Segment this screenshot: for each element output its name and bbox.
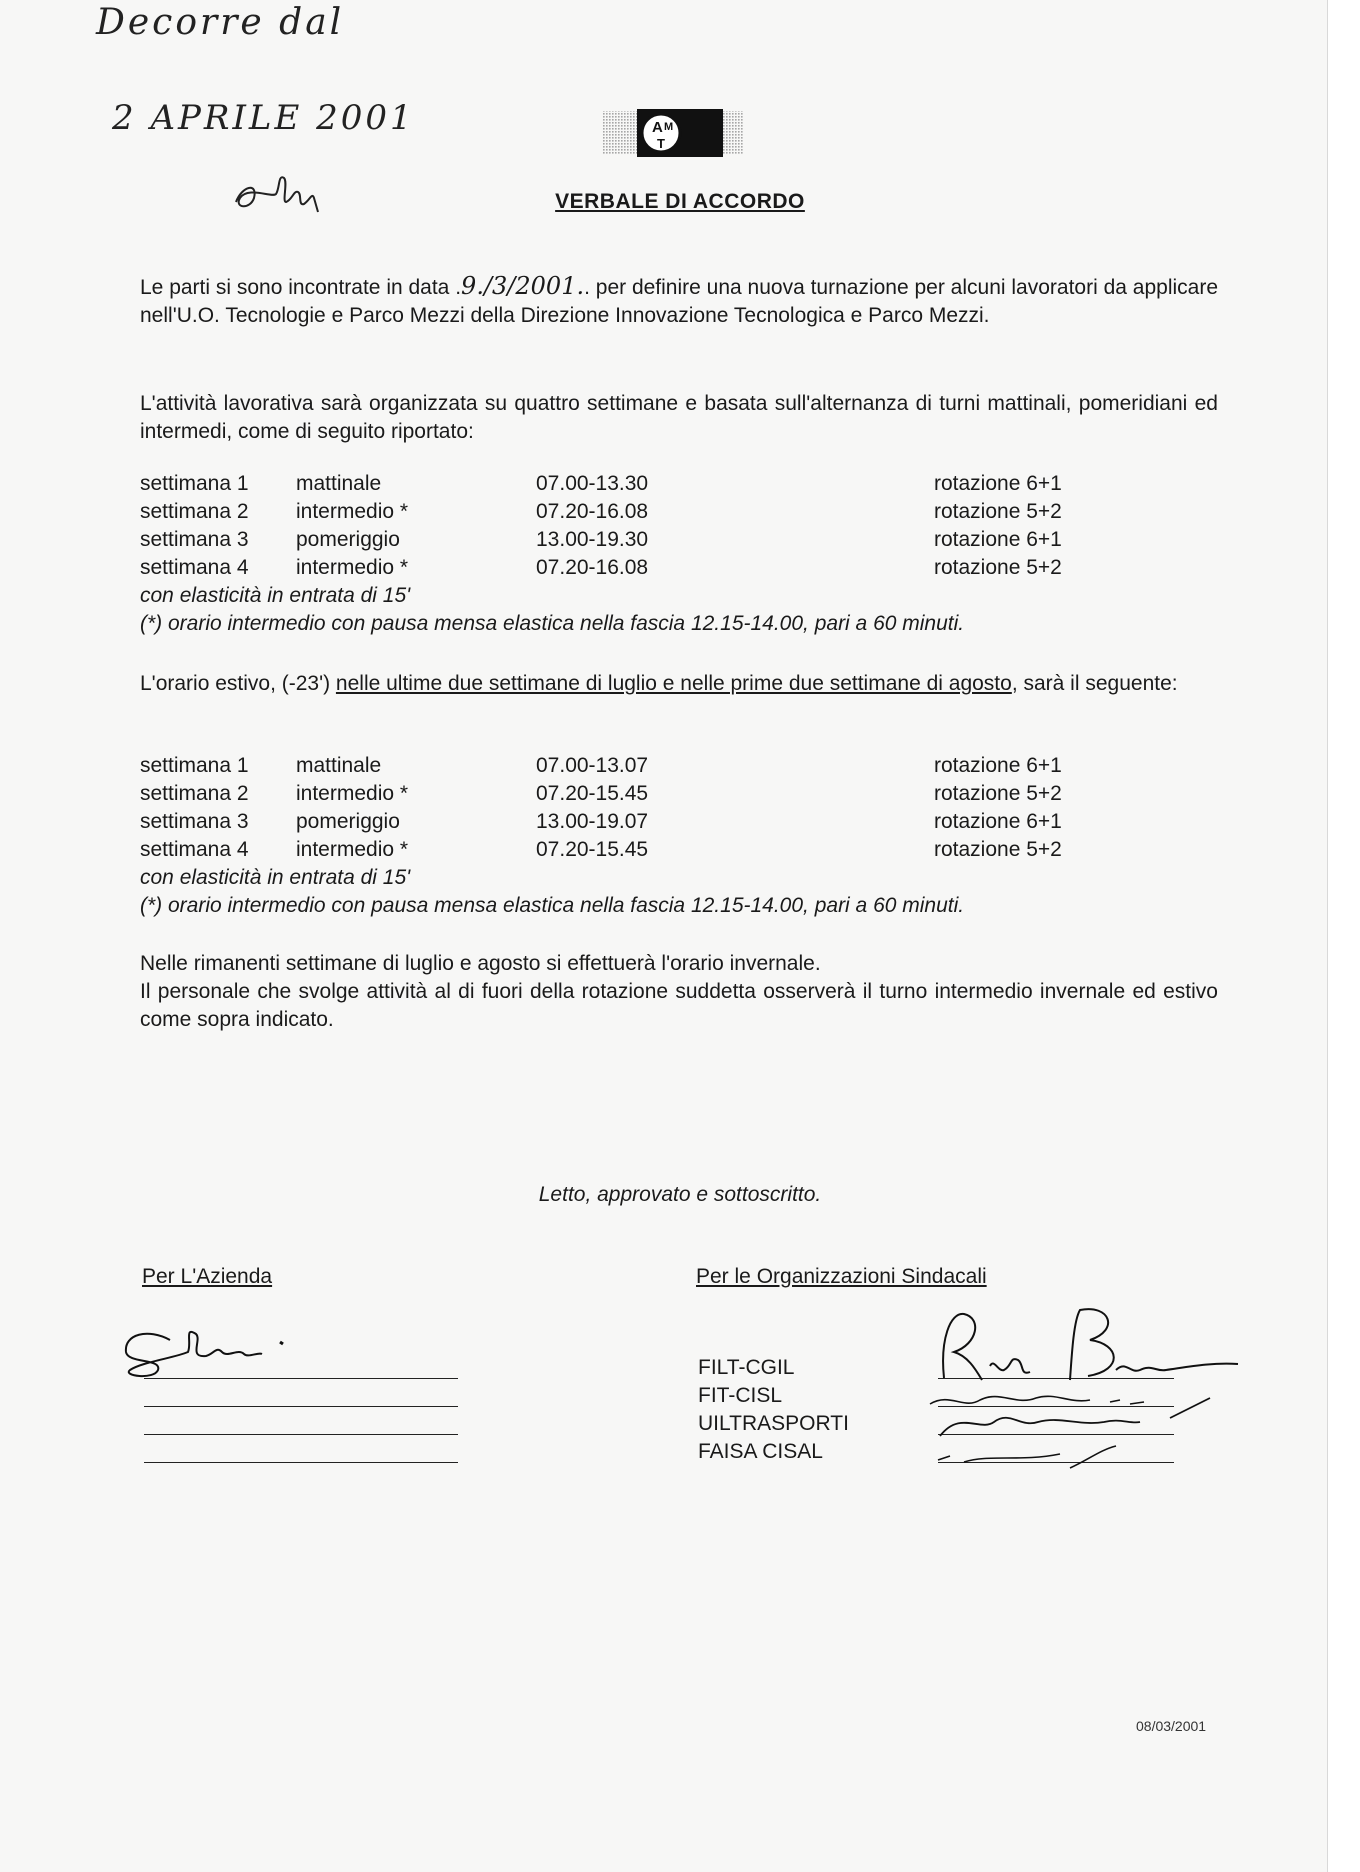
intro-paragraph bbox=[140, 272, 1218, 330]
company-signature-line bbox=[144, 1462, 458, 1463]
week-cell: settimana 1 bbox=[140, 754, 249, 777]
shift-cell: intermedio * bbox=[296, 556, 409, 579]
rotation-cell: rotazione 5+2 bbox=[934, 838, 1062, 861]
week-cell: settimana 3 bbox=[140, 528, 249, 551]
schedule-row bbox=[140, 526, 1140, 554]
company-signature-label: Per L'Azienda bbox=[142, 1265, 273, 1288]
shift-cell: mattinale bbox=[296, 472, 382, 495]
summer-schedule-table bbox=[140, 752, 1140, 864]
handwritten-note-line1: Decorre dal bbox=[96, 2, 345, 43]
union-uiltrasporti: UILTRASPORTI bbox=[698, 1412, 849, 1435]
schedule-row bbox=[140, 554, 1140, 582]
shift-cell: intermedio * bbox=[296, 838, 409, 861]
summer-paragraph bbox=[140, 670, 1218, 698]
intro-text-before: Le parti si sono incontrate in data . bbox=[140, 276, 462, 299]
intro-text-after: . per definire una nuova turnazione per alcuni lavoratori da applicare nell'U.O. Tecnologie e Parco Mezzi della Direzione Innovazione Tecnologica e Parco Mezzi. bbox=[140, 276, 1218, 327]
document-title: VERBALE DI ACCORDO bbox=[555, 190, 805, 213]
time-cell: 13.00-19.07 bbox=[536, 810, 649, 833]
rotation-cell: rotazione 5+2 bbox=[934, 782, 1062, 805]
schedule-row bbox=[140, 808, 1140, 836]
svg-text:M: M bbox=[664, 121, 674, 133]
scan-edge bbox=[1327, 0, 1360, 1872]
company-signature-line bbox=[144, 1434, 458, 1435]
read-approved-line: Letto, approvato e sottoscritto. bbox=[538, 1183, 822, 1206]
company-logo bbox=[603, 107, 743, 159]
time-cell: 13.00-19.30 bbox=[536, 528, 649, 551]
union-handwritten-signatures bbox=[920, 1300, 1260, 1480]
rotation-cell: rotazione 5+2 bbox=[934, 556, 1062, 579]
final-line2: Il personale che svolge attività al di fuori della rotazione suddetta osserverà il turno intermedio invernale ed estivo come sopra indicato. bbox=[140, 980, 1218, 1031]
union-filt-cgil: FILT-CGIL bbox=[698, 1356, 795, 1379]
schedule-row bbox=[140, 498, 1140, 526]
company-signature-line bbox=[144, 1406, 458, 1407]
svg-text:A: A bbox=[652, 119, 663, 136]
time-cell: 07.00-13.30 bbox=[536, 472, 649, 495]
time-cell: 07.20-16.08 bbox=[536, 500, 649, 523]
final-line1: Nelle rimanenti settimane di luglio e agosto si effettuerà l'orario invernale. bbox=[140, 952, 821, 975]
unions-signature-label: Per le Organizzazioni Sindacali bbox=[696, 1265, 987, 1288]
summer-period-underlined: nelle ultime due settimane di luglio e nelle prime due settimane di agosto bbox=[335, 672, 1012, 695]
summer-text-before: L'orario estivo, (-23') bbox=[140, 672, 336, 695]
handwritten-note-line2: 2 APRILE 2001 bbox=[112, 98, 415, 138]
company-signature-line bbox=[144, 1378, 458, 1379]
week-cell: settimana 2 bbox=[140, 782, 249, 805]
rotation-cell: rotazione 5+2 bbox=[934, 500, 1062, 523]
shift-cell: pomeriggio bbox=[296, 528, 400, 551]
shift-cell: intermedio * bbox=[296, 500, 409, 523]
rotation-cell: rotazione 6+1 bbox=[934, 528, 1062, 551]
schedule-row bbox=[140, 836, 1140, 864]
winter-elasticity-note: con elasticità in entrata di 15' bbox=[140, 584, 411, 607]
schedule-row bbox=[140, 752, 1140, 780]
rotation-cell: rotazione 6+1 bbox=[934, 472, 1062, 495]
footer-date: 08/03/2001 bbox=[1136, 1718, 1207, 1734]
week-cell: settimana 2 bbox=[140, 500, 249, 523]
week-cell: settimana 4 bbox=[140, 556, 249, 579]
final-paragraph bbox=[140, 950, 1218, 1034]
organization-paragraph: L'attività lavorativa sarà organizzata su quattro settimane e basata sull'alternanza di turni mattinali, pomeridiani ed intermedi, come di seguito riportato: bbox=[140, 392, 1218, 443]
shift-cell: mattinale bbox=[296, 754, 382, 777]
schedule-row bbox=[140, 470, 1140, 498]
summer-text-after: , sarà il seguente: bbox=[1011, 672, 1178, 695]
time-cell: 07.20-15.45 bbox=[536, 782, 649, 805]
summer-footnote: (*) orario intermedio con pausa mensa elastica nella fascia 12.15-14.00, pari a 60 minuti. bbox=[140, 894, 965, 917]
time-cell: 07.00-13.07 bbox=[536, 754, 649, 777]
rotation-cell: rotazione 6+1 bbox=[934, 754, 1062, 777]
week-cell: settimana 3 bbox=[140, 810, 249, 833]
svg-text:T: T bbox=[657, 136, 665, 151]
union-faisa-cisal: FAISA CISAL bbox=[698, 1440, 823, 1463]
week-cell: settimana 1 bbox=[140, 472, 249, 495]
time-cell: 07.20-15.45 bbox=[536, 838, 649, 861]
week-cell: settimana 4 bbox=[140, 838, 249, 861]
winter-footnote: (*) orario intermedio con pausa mensa elastica nella fascia 12.15-14.00, pari a 60 minuti. bbox=[140, 612, 965, 635]
rotation-cell: rotazione 6+1 bbox=[934, 810, 1062, 833]
handwritten-date: 9./3/2001. bbox=[461, 272, 585, 300]
shift-cell: pomeriggio bbox=[296, 810, 400, 833]
winter-schedule-table bbox=[140, 470, 1140, 582]
shift-cell: intermedio * bbox=[296, 782, 409, 805]
union-fit-cisl: FIT-CISL bbox=[698, 1384, 783, 1407]
summer-elasticity-note: con elasticità in entrata di 15' bbox=[140, 866, 411, 889]
time-cell: 07.20-16.08 bbox=[536, 556, 649, 579]
schedule-row bbox=[140, 780, 1140, 808]
